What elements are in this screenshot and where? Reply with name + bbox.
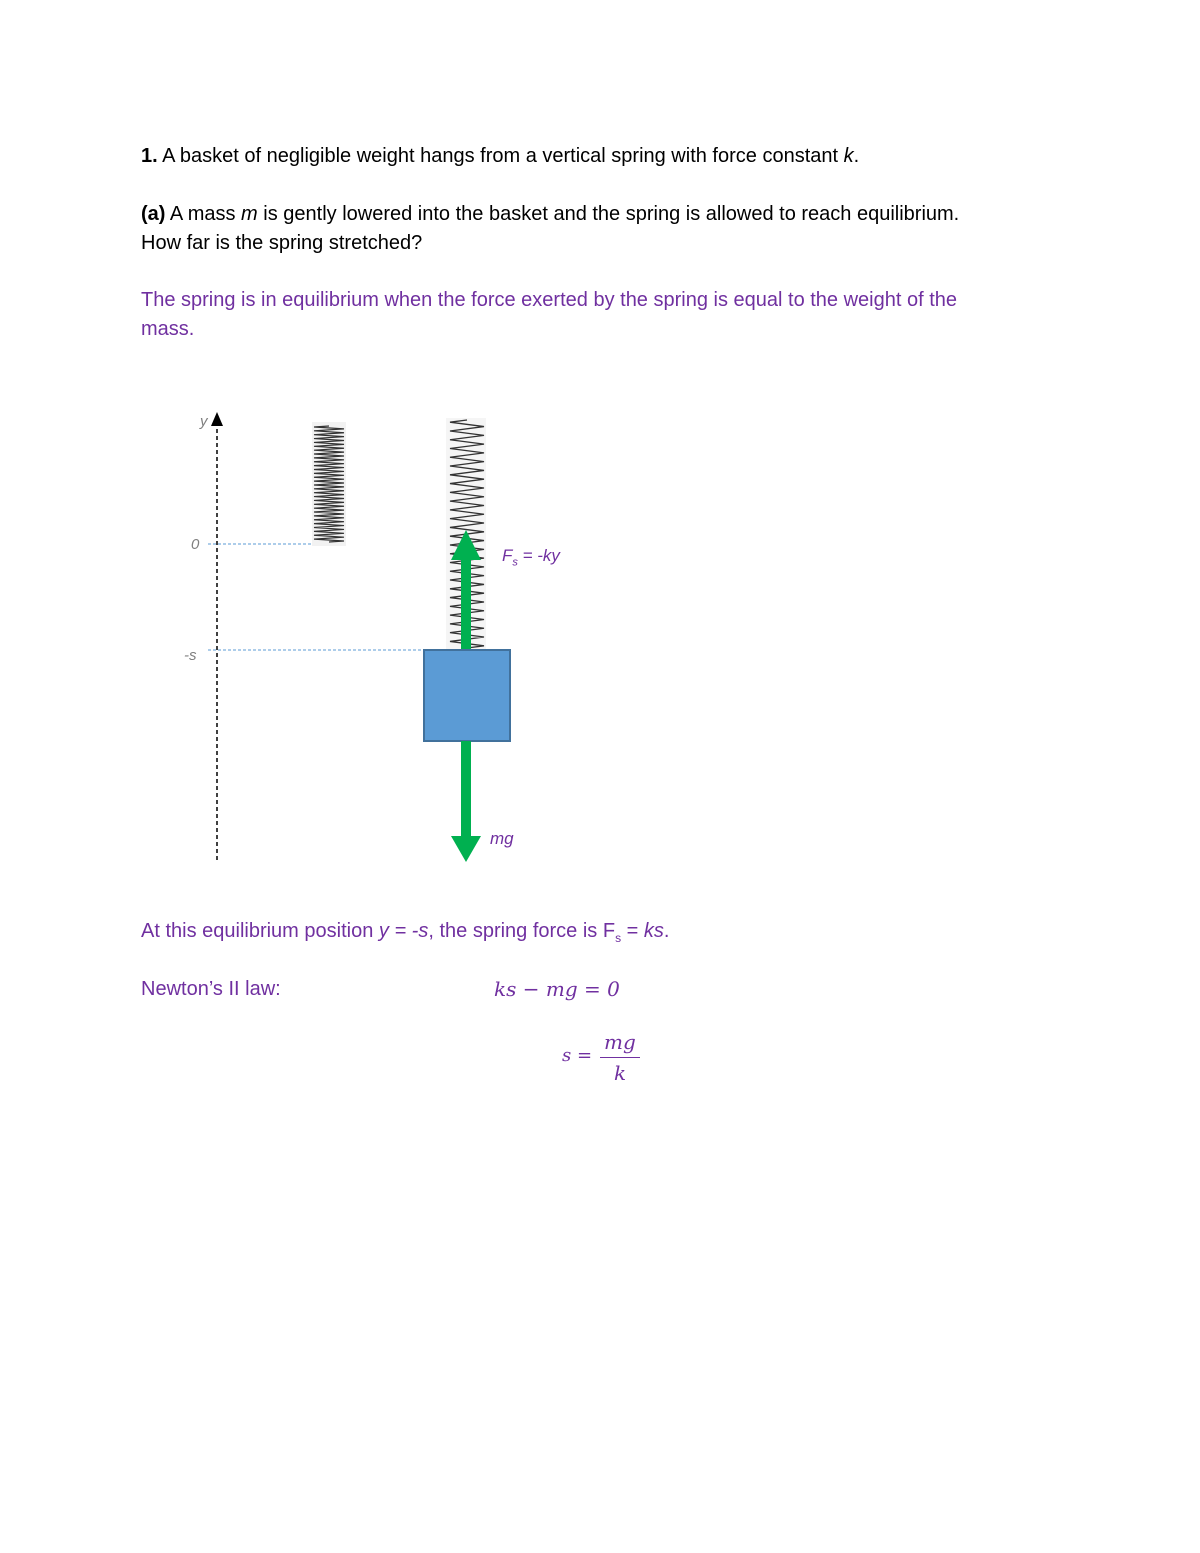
answer-line-2: mass. [141, 318, 195, 340]
problem-text: A basket of negligible weight hangs from a vertical spring with force constant [162, 145, 844, 167]
spring-force-rhs: = -ky [517, 546, 560, 565]
y-axis-arrowhead [211, 412, 223, 426]
answer-line-1: The spring is in equilibrium when the force exerted by the spring is equal to the weight of the [141, 289, 958, 311]
tick-minus-s-label: -s [184, 647, 197, 664]
y-axis-label: y [200, 413, 208, 430]
problem-number: 1. [141, 145, 158, 167]
newton-law-label: Newton’s II law: [141, 978, 281, 1000]
spring-force-symbol: F [502, 546, 513, 565]
eq-text-4: . [663, 920, 670, 942]
fraction-denominator: k [614, 1061, 627, 1085]
spring-force-subscript: s [512, 556, 518, 569]
part-a-label: (a) [141, 203, 166, 225]
newton-equation: ks − mg = 0 [494, 977, 620, 1001]
fraction-numerator: mg [604, 1030, 636, 1054]
part-a-text-1: A mass [165, 203, 242, 225]
k-symbol: k [843, 145, 854, 167]
period: . [853, 145, 860, 167]
s-lhs: s = [562, 1045, 593, 1066]
eq-ks: ks [643, 920, 664, 942]
part-a-text-2: is gently lowered into the basket and the spring is allowed to reach equilibrium. [257, 203, 960, 225]
eq-text-2: , the spring force is F [428, 920, 616, 942]
eq-text-1: At this equilibrium position [141, 920, 379, 942]
spring-force-label [502, 546, 560, 568]
eq-text-3: = [621, 920, 644, 942]
weight-label: mg [490, 829, 514, 848]
eq-position: y = -s [378, 920, 429, 942]
fraction-bar [600, 1057, 640, 1058]
weight-arrow [451, 741, 481, 862]
mass-block [424, 650, 510, 741]
equilibrium-statement [141, 917, 669, 952]
eq-subscript: s [615, 931, 622, 945]
part-a-question-line-2: How far is the spring stretched? [141, 232, 423, 254]
relaxed-spring [312, 422, 346, 546]
m-symbol: m [241, 203, 258, 225]
tick-zero-label: 0 [191, 536, 200, 553]
